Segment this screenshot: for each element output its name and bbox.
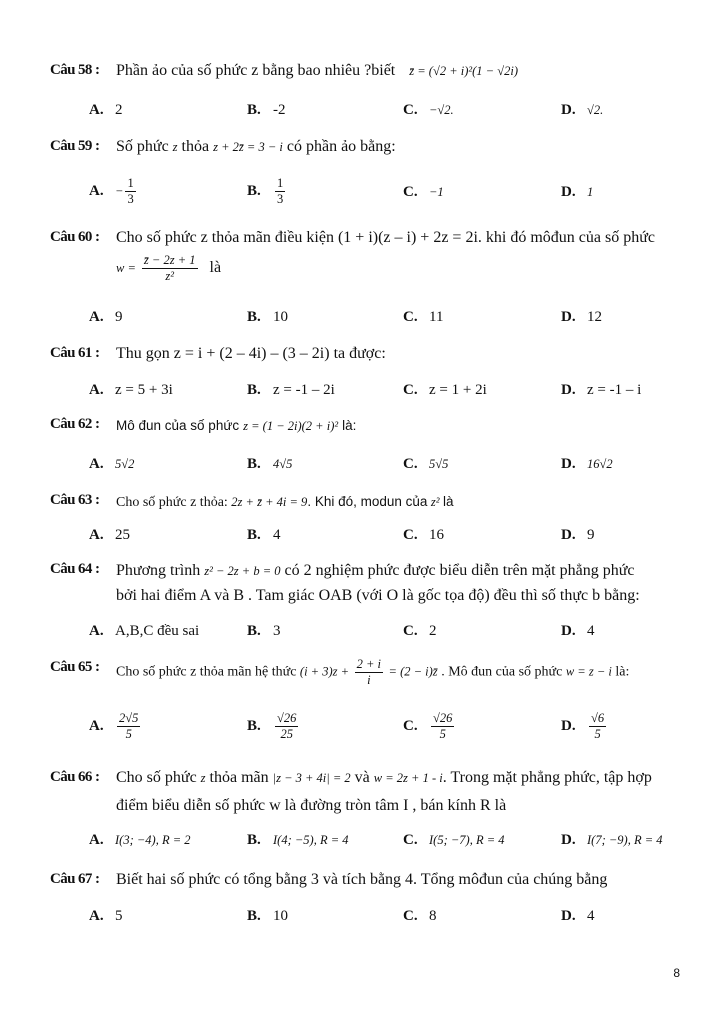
option-d[interactable]: D. z = -1 – i bbox=[561, 382, 642, 398]
formula: z + 2z̄ = 3 − i bbox=[213, 140, 283, 154]
question-label: Câu 64 : bbox=[50, 561, 100, 577]
option-c[interactable]: C. I(5; −7), R = 4 bbox=[403, 832, 505, 848]
formula: |z − 3 + 4i| = 2 bbox=[272, 771, 351, 785]
option-b[interactable]: B. -2 bbox=[247, 102, 286, 118]
formula: $\frac{z̄ - 2z + 1}{\text{z²}}$ bbox=[143, 253, 196, 283]
question-stem: Phần ảo của số phức z bằng bao nhiêu ?biết z̄ = (√2 + i)²(1 − √2i) bbox=[116, 62, 518, 79]
question-stem: Cho số phức z thỏa mãn |z − 3 + 4i| = 2 và w = 2z + 1 - i. Trong mặt phẳng phức, tập hợp bbox=[116, 769, 652, 786]
option-d[interactable]: D. I(7; −9), R = 4 bbox=[561, 832, 663, 848]
question-stem: Phương trình z² − 2z + b = 0 có 2 nghiệm phức được biểu diễn trên mặt phẳng phức bbox=[116, 562, 635, 579]
option-a[interactable]: A. − $\frac{1}{3}$ bbox=[89, 176, 134, 206]
question-label: Câu 59 : bbox=[50, 138, 100, 154]
question-label: Câu 67 : bbox=[50, 871, 100, 887]
option-b[interactable]: B. 10 bbox=[247, 309, 288, 325]
option-c[interactable]: C. 2 bbox=[403, 623, 437, 639]
option-b[interactable]: B. I(4; −5), R = 4 bbox=[247, 832, 349, 848]
option-b[interactable]: B. z = -1 – 2i bbox=[247, 382, 335, 398]
option-c[interactable]: C. $\frac{√26}{5}$ bbox=[403, 711, 453, 741]
option-d[interactable]: D. $\frac{√6}{5}$ bbox=[561, 711, 605, 741]
question-stem: Mô đun của số phức z = (1 − 2i)(2 + i)² là: bbox=[116, 418, 357, 433]
option-c[interactable]: C. 11 bbox=[403, 309, 444, 325]
option-b[interactable]: B. $\frac{1}{3}$ bbox=[247, 176, 284, 206]
option-d[interactable]: D. 9 bbox=[561, 527, 595, 543]
option-a[interactable]: A. 9 bbox=[89, 309, 123, 325]
question-label: Câu 63 : bbox=[50, 492, 100, 508]
option-a[interactable]: A. I(3; −4), R = 2 bbox=[89, 832, 191, 848]
formula: 2z + z̄ + 4i = 9 bbox=[231, 495, 308, 509]
option-b[interactable]: B. 10 bbox=[247, 908, 288, 924]
question-stem: Thu gọn z = i + (2 – 4i) – (3 – 2i) ta được: bbox=[116, 345, 386, 362]
question-stem-line2: w = $\frac{z̄ - 2z + 1}{\text{z²}}$ là bbox=[116, 253, 222, 283]
option-b[interactable]: B. $\frac{√26}{25}$ bbox=[247, 711, 297, 741]
option-c[interactable]: C. 8 bbox=[403, 908, 437, 924]
question-label: Câu 62 : bbox=[50, 416, 100, 432]
question-stem: Số phức z thỏa z + 2z̄ = 3 − i có phần ảo bằng: bbox=[116, 138, 396, 155]
question-stem-line2: bởi hai điểm A và B . Tam giác OAB (với O là gốc tọa độ) đều thì số thực b bằng: bbox=[116, 587, 640, 604]
question-label: Câu 61 : bbox=[50, 345, 100, 361]
question-stem-line2: điểm biểu diễn số phức w là đường tròn tâm I , bán kính R là bbox=[116, 797, 507, 814]
option-d[interactable]: D. 4 bbox=[561, 908, 595, 924]
question-stem: Biết hai số phức có tổng bằng 3 và tích bằng 4. Tổng môđun của chúng bằng bbox=[116, 871, 608, 888]
question-stem: Cho số phức z thỏa mãn hệ thức (i + 3)z + $\frac{2 + i}{i}$ = (2 − i)z̄ . Mô đun của số phức w = z − i là: bbox=[116, 657, 630, 687]
option-a[interactable]: A. 2 bbox=[89, 102, 123, 118]
option-d[interactable]: D. √2. bbox=[561, 102, 604, 118]
question-label: Câu 58 : bbox=[50, 62, 100, 78]
formula: w = 2z + 1 - i bbox=[373, 771, 443, 785]
option-c[interactable]: C. −1 bbox=[403, 184, 444, 200]
question-label: Câu 66 : bbox=[50, 769, 100, 785]
formula: z̄ = (√2 + i)²(1 − √2i) bbox=[409, 64, 518, 78]
option-c[interactable]: C. z = 1 + 2i bbox=[403, 382, 487, 398]
page-number: 8 bbox=[673, 966, 680, 980]
option-c[interactable]: C. 16 bbox=[403, 527, 444, 543]
option-c[interactable]: C. −√2. bbox=[403, 102, 454, 118]
option-d[interactable]: D. 16√2 bbox=[561, 456, 613, 472]
option-a[interactable]: A. A,B,C đều sai bbox=[89, 623, 200, 639]
option-b[interactable]: B. 4 bbox=[247, 527, 281, 543]
question-stem: Cho số phức z thỏa: 2z + z̄ + 4i = 9. Khi đó, modun của z² là bbox=[116, 494, 454, 510]
option-a[interactable]: A. $\frac{2√5}{5}$ bbox=[89, 711, 139, 741]
formula: z² − 2z + b = 0 bbox=[204, 564, 281, 578]
question-label: Câu 60 : bbox=[50, 229, 100, 245]
option-a[interactable]: A. 5 bbox=[89, 908, 123, 924]
option-a[interactable]: A. z = 5 + 3i bbox=[89, 382, 173, 398]
option-b[interactable]: B. 4√5 bbox=[247, 456, 293, 472]
option-b[interactable]: B. 3 bbox=[247, 623, 281, 639]
option-d[interactable]: D. 1 bbox=[561, 184, 594, 200]
option-d[interactable]: D. 4 bbox=[561, 623, 595, 639]
option-c[interactable]: C. 5√5 bbox=[403, 456, 449, 472]
option-d[interactable]: D. 12 bbox=[561, 309, 602, 325]
option-a[interactable]: A. 5√2 bbox=[89, 456, 135, 472]
question-stem: Cho số phức z thỏa mãn điều kiện (1 + i)(z – i) + 2z = 2i. khi đó môđun của số phức bbox=[116, 229, 655, 246]
option-a[interactable]: A. 25 bbox=[89, 527, 130, 543]
formula: z = (1 − 2i)(2 + i)² bbox=[243, 419, 339, 433]
question-label: Câu 65 : bbox=[50, 659, 100, 675]
